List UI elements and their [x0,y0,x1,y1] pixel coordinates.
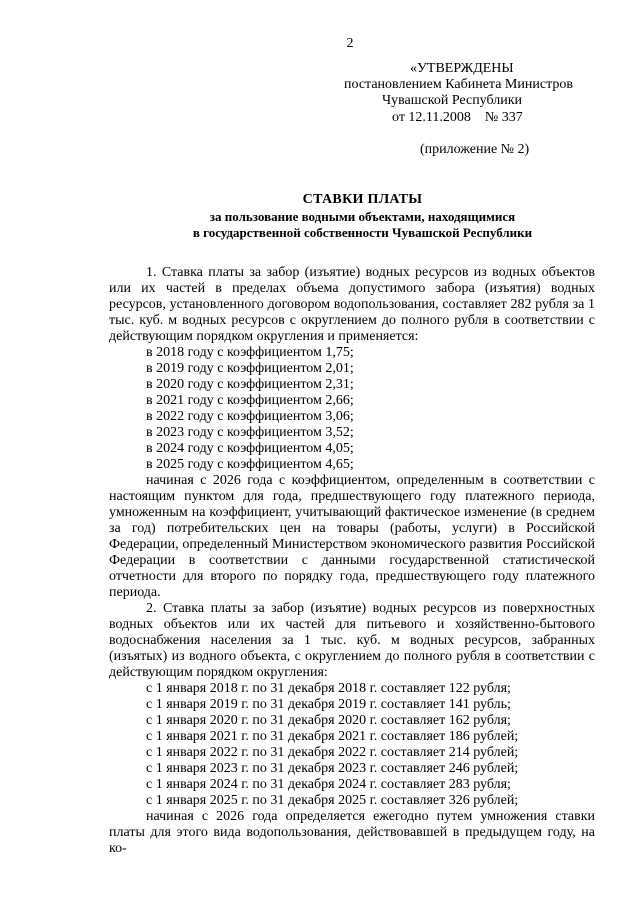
approval-republic: Чувашской Республики [382,93,523,109]
section-1-item: в 2024 году с коэффициентом 4,05; [146,441,354,456]
section-1-item: в 2020 году с коэффициентом 2,31; [146,377,354,392]
annex-label: (приложение № 2) [420,142,530,157]
title-subtitle-1: за пользование водными объектами, находящимися [209,209,516,224]
section-1-item: в 2022 году с коэффициентом 3,06; [146,409,354,424]
document-body [109,265,595,857]
section-2-intro: 2. Ставка платы за забор (изъятие) водных ресурсов из поверхностных водных объектов или их частей для питьевого и хозяйственно-бытового водоснабжения населения за 1 тыс. куб. м водных ресурсов, забранных (изъятых) из водного объекта, с округлением до полного рубля в соответствии с действующим порядком округления: [109,601,595,680]
section-1-intro: 1. Ставка платы за забор (изъятие) водных ресурсов из водных объектов или их частей в пределах объема допустимого забора (изъятия) водных ресурсов, установленного договором водопользования, составляет 282 рубля за 1 тыс. куб. м водных ресурсов с округлением до полного рубля в соответствии с действующим порядком округления и применяется: [109,265,595,344]
approval-stamp [344,61,604,126]
section-1-item: в 2018 году с коэффициентом 1,75; [146,345,354,360]
section-1-item: в 2019 году с коэффициентом 2,01; [146,361,354,376]
document-title [100,192,625,241]
approval-date-number: от 12.11.2008 № 337 [392,109,523,125]
title-main: СТАВКИ ПЛАТЫ [302,192,423,207]
section-2-item: с 1 января 2018 г. по 31 декабря 2018 г. составляет 122 рубля; [146,681,511,696]
approval-heading: «УТВЕРЖДЕНЫ [410,61,514,76]
page-number: 2 [346,36,354,51]
section-2-item: с 1 января 2022 г. по 31 декабря 2022 г. составляет 214 рублей; [146,745,519,760]
approval-authority: постановлением Кабинета Министров [344,77,573,93]
section-1-item: в 2025 году с коэффициентом 4,65; [146,457,354,472]
section-2-item: с 1 января 2021 г. по 31 декабря 2021 г. составляет 186 рублей; [146,729,519,744]
section-2-item: с 1 января 2025 г. по 31 декабря 2025 г. составляет 326 рублей; [146,793,519,808]
section-1-after: начиная с 2026 года с коэффициентом, определенным в соответствии с настоящим пунктом для года, предшествующего году платежного периода, умноженным на коэффициент, учитывающий фактическое изменение (в среднем за год) потребительских цен на товары (работы, услуги) в Российской Федерации, определенный Министерством экономического развития Российской Федерации в соответствии с данными государственной статистической отчетности для второго по порядку года, предшествующего году платежного периода. [109,473,595,600]
section-1-item: в 2023 году с коэффициентом 3,52; [146,425,354,440]
title-subtitle-2: в государственной собственности Чувашской Республики [192,225,533,240]
section-2-item: с 1 января 2019 г. по 31 декабря 2019 г. составляет 141 рубль; [146,697,511,712]
section-2-item: с 1 января 2024 г. по 31 декабря 2024 г. составляет 283 рубля; [146,777,511,792]
section-2-item: с 1 января 2023 г. по 31 декабря 2023 г. составляет 246 рублей; [146,761,519,776]
section-2-item: с 1 января 2020 г. по 31 декабря 2020 г. составляет 162 рубля; [146,713,511,728]
section-1-item: в 2021 году с коэффициентом 2,66; [146,393,354,408]
section-2-after: начиная с 2026 года определяется ежегодно путем умножения ставки платы для этого вида водопользования, действовавшей в предыдущем году, на ко- [109,809,595,856]
